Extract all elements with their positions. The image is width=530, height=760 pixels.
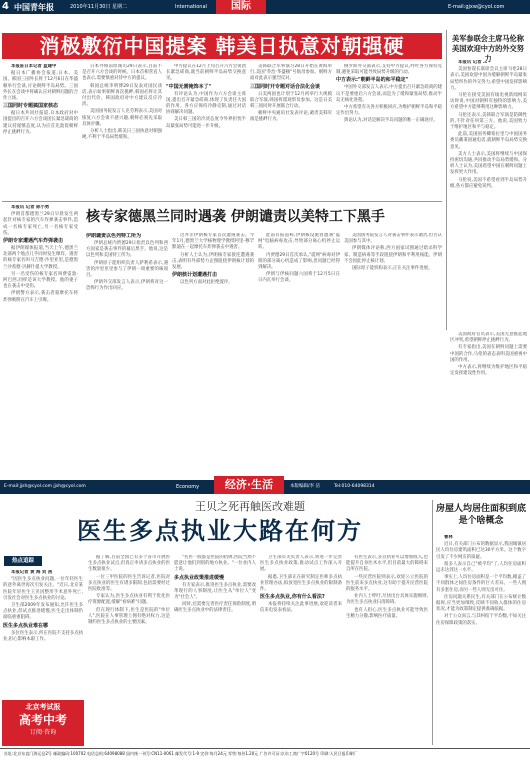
feature-tag <box>4 556 42 566</box>
iran-story-col-4: 此前有报道称,伊朗核设施曾遭遇"震网"电脑病毒攻击,导致部分离心机停止运转。 内贾德29日首次承认,"震网"病毒对伊朗的部分离心机造成了影响,但问题已经得到解决。 伊朗与伊核问题六国将于12月5日在日内瓦举行会谈。 <box>258 233 340 284</box>
iran-story-col-3: 这并非伊朗核专家首次遭遇袭击。今年1月,德黑兰大学核物理学教授阿里-穆罕默迪在一起摩托车炸弹袭击中遇害。 分析人士认为,伊朗核专家接连遭遇袭击,表明有外部势力企图阻挠伊朗核计划的发展。 伊朗核计划遭遇打击 以色列方面对此拒绝置评。 <box>172 233 254 286</box>
section-tag <box>216 0 266 14</box>
ad-brand: 北京考试报 <box>25 703 61 711</box>
iran-story-sub2: 伊朗谴责以色列特工所为 <box>86 233 142 239</box>
page-number: 4 <box>2 1 9 12</box>
side-story-body-2: 美国政府官员表示,美国无意挑起地区冲突,希望朝鲜停止挑衅行为。 有专家指出,美国在朝鲜问题上需要中国的合作,马伦的表态表明美国重视中国的作用。 中方表示,将继续为维护地区和平稳定发挥建设性作用。 <box>450 332 527 377</box>
side-econ-byline: 曹林 <box>444 535 453 540</box>
top-story-sub2: "中国无需掩饰本了" <box>166 83 212 90</box>
econ-editor: 本版编辑/李 洁 <box>290 484 320 489</box>
econ-left-email: E-mail:jjsh@cyol.com jjsh@cyol.com <box>4 484 86 489</box>
doctor-story-headline: 医生多点执业大路在何方 <box>77 517 363 545</box>
ad-title: 高考中考 <box>18 713 67 727</box>
section-label-en: International <box>175 4 207 10</box>
iran-story-col-2: 伊朗谴责以色列特工所为 伊朗总统内贾德29日指责以色列和西方国家是袭击事件的幕后黑手。他说,这是以色列和美国特工所为。 伊朗原子能组织负责人萨利希表示,遇害的沙里亚里参与了伊朗一项重要的核项目。 伊朗外交部发言人表示,伊朗将对这一恐怖行为作出回应。 <box>86 233 168 292</box>
top-story-sub3: 三国同时开专题对话合法化会谈 <box>250 83 321 90</box>
footer-rule <box>0 748 530 749</box>
top-story-headline: 消极敷衍中国提案 韩美日执意对朝强硬 <box>39 34 405 58</box>
econ-section-tag-label: 经济·生活 <box>224 478 274 491</box>
top-story-col-5: 俄罗斯外交部表示,支持中方提议,呼吁各方保持克制,避免采取可能导致局势升级的行动。 中方表示:"朝鲜半岛的和平稳定" 中国外交部发言人表示,中方提出召开紧急磋商的建议不是要重启六方会谈,而是为了缓和紧张局势,推动半岛无核化进程。 中方希望有关各方积极回应,为维护朝鲜半岛和平稳定作出努力。 舆论认为,对话是解决半岛问题的唯一正确途径。 <box>336 64 442 124</box>
top-story-col-3: 中方提议在12月上旬召开六方会谈团长紧急磋商,就当前朝鲜半岛局势交换意见。 "中国无需掩饰本了" 有评论认为,中国作为六方会谈主席国,提出召开紧急磋商,体现了负责任大国的作用。各方应保持冷静克制,通过对话协商解决问题。 美日韩三国的冷淡态度令外界担忧半岛紧张局势可能进一步升级。 <box>166 64 246 129</box>
iran-story-col-1: 本报讯 记者 陈小勇 伊朗首都德黑兰29日早晨发生两起针对核专家的汽车炸弹袭击事件,造成一名核专家死亡,另一名核专家受伤。 伊朗专家遭遇汽车炸弹袭击 据伊朗媒体报道,当天上午,德黑兰北部两个地点几乎同时发生爆炸。遇害的核专家名叫马吉德·沙里亚里,是德黑兰沙希德·贝赫什提大学教授。 另一名受伤的核专家名叫费雷敦·阿巴西,同样是该大学教授。他的妻子也在袭击中受伤。 伊朗警方表示,袭击者骑摩托车将炸弹吸附在汽车上引爆。 <box>3 205 78 303</box>
section-tag-label: 国际 <box>231 1 251 12</box>
doctor-story-col-2: 据了解,目前全国已有多个省市开展医生多点执业试点,但真正申请多点执业的医生数量很少。 一位三甲医院的医生告诉记者,医院对多点执业的医生有诸多限制,包括需要经过医院批准等。 专家认为,医生多点执业有利于优化医疗资源配置,缓解"看病难"问题。 但在现行体制下,医生是医院的"单位人",医院在人事管理上拥有绝对权力,这是制约医生多点执业的主要因素。 <box>88 555 170 626</box>
iran-story-sub1: 伊朗专家遭遇汽车炸弹袭击 <box>3 238 64 245</box>
iran-story-top-rule <box>2 201 442 202</box>
econ-section-tag <box>214 476 284 494</box>
top-story-byline: 本报驻日本记者 蓝建中 <box>11 64 57 69</box>
header-email: E-mail:gjxw@cyol.com <box>448 4 505 10</box>
feature-tag-label: 热点追踪 <box>11 558 34 564</box>
ad-block[interactable] <box>2 700 84 746</box>
top-story-sub4: 中方表示:"朝鲜半岛的和平稳定" <box>336 77 409 84</box>
doctor-story-col-1: 本报记者 黄 海 刘 茜 "因医生多点执业问题,一位年轻医生的意外离世再次引发关注。"近日,北京某医院年轻医生王贝因整形手术意外死亡,引发社会对医生多点执业的讨论。 卫生部2009年发布通知,允许医生多点执业,但试点推进缓慢,医生走出体制仍面临重重阻碍。 医生多点执业难在哪 多位医生表示,所在医院不支持多点执业,担心影响本职工作。 <box>3 570 83 642</box>
side-story-rule <box>446 30 447 330</box>
top-story-col-4: 美韩联合军事演习28日开始在黄海举行,美国"乔治·华盛顿"号航母参加。朝鲜方面对此表示强烈反对。 三国同时开专题对话合法化会谈 日美两国也计划于12月初举行大规模联合军演,韩国将派观察员参加。这是日美韩三国同时开展联合行动。 朝鲜中央通讯社发表评论,谴责美韩军演是挑衅行为。 <box>250 64 332 123</box>
ad-subtitle: 订阅·咨询 <box>30 729 56 736</box>
iran-story-col-5: 美国国务院发言人对袭击事件表示谴责,但否认美国参与其中。 伊朗媒体评论称,西方国家试图通过暗杀科学家、制造病毒等手段阻挠伊朗和平利用核能。伊朗不会因此停止核计划。 国际原子能机构表示,正在关注事件进展。 <box>344 233 442 272</box>
top-story-col-2: 日本外相前原诚司29日表示,目前不是召开六方会谈的时候。日本首相菅直人也表示,需要慎重对待中方的提议。 韩国总统李明博29日发表对国民谈话,表示如果朝鲜再次挑衅,韩国必将让其付出代价。韩国政府对中方建议反应冷淡。 美国国务院发言人克劳利表示,美国对恢复六方会谈不感兴趣,朝鲜必须先采取具体步骤。 分析人士指出,韩美日三国执意对朝强硬,不利于半岛局势缓和。 <box>82 64 162 141</box>
econ-section-label-en: Economy <box>176 484 200 490</box>
doctor-story-sub2: 多点执业政策推进缓慢 <box>174 574 225 581</box>
iran-story-sub3: 伊朗核计划遭遇打击 <box>172 272 218 279</box>
doctor-story-sub1: 医生多点执业难在哪 <box>3 622 49 629</box>
top-story-headline-bar <box>2 33 442 59</box>
masthead-logo: 中国青年报 <box>14 2 54 12</box>
top-story-sub1: 三国同时专题搞国家核态 <box>3 103 59 110</box>
issue-date: 2010年11月30日 星期二 <box>70 4 128 10</box>
side-story-headline: 美军参联会主席马伦称美国欢迎中方的外交努力 <box>452 34 524 63</box>
doctor-story-col-5: 有医生表示,多点执业可以增加收入,也能提升自身医术水平,但目前最大的障碍来自所在医院。 一些民营医院则表示,欢迎公立医院的医生前来多点执业,这有助于提升民营医院的服务水平。 业内人士呼吁,尽快出台具体实施细则,为医生多点执业扫清障碍。 也有人担心,医生多点执业可能导致医生精力分散,影响医疗质量。 <box>346 555 428 619</box>
econ-tel: Tel:010-64098314 <box>334 484 375 489</box>
doctor-story-kicker: 王贝之死再触医改难题 <box>195 500 305 513</box>
side-story-byline: 本报讯 记者 … <box>458 60 488 65</box>
side-story-body: 本报讯 记者 … 美国参谋长联席会议主席马伦28日表示,美国欢迎中国为缓解朝鲜半岛紧张局势所作的外交努力,希望中国发挥影响力。 马伦在接受美国有线电视新闻网采访时说,中国对朝鲜有独特的影响力,美方希望中方能够利用这种影响力。 马伦还表示,美韩联合军演是防御性的,不针对任何第三方。他说,美国致力于维护地区和平与稳定。 此前,美国国务卿希拉里与中国国务委员戴秉国通电话,就朝鲜半岛局势交换意见。 美方人士表示,美国将继续与中国保持密切沟通,共同推动半岛局势缓和。分析人士认为,美国希望中国在朝鲜问题上发挥更大作用。 马伦说,美国不希望看到半岛局势升级,各方都应避免误判。 <box>450 60 527 189</box>
doctor-story-col-4: 卫生部有关负责人表示,将进一步完善医生多点执业政策,推动试点工作深入开展。 据悉,卫生部正在研究制定医师多点执业管理办法,拟放宽医生多点执业的限制条件。 医生多点执业,你有什么看法? 本报将持续关注此事进展,欢迎读者来信来电发表看法。 <box>260 555 342 614</box>
side-econ-headline: 房屋人均居住面积到底是个啥概念 <box>436 504 527 526</box>
doctor-story-col-3: "名医一般都是医院的招牌,医院当然不愿意让他们到别的地方执业。"一位业内人士说。 多点执业政策推进缓慢 有专家表示,推进医生多点执业,需要改革现行的人事制度,让医生从"单位人"变为"社会人"。 同时,还需要完善医疗责任保险制度,明确医生多点执业中的法律责任。 <box>174 555 256 614</box>
footer-info: 社址:北京东直门海运仓2号 邮政编码:100702 电话总机:64098088 国内统一刊号:CN11-0061 邮发代号:1-9 定价:每月24元 零售:每份1.20元 广告许可证:京东工商广字0120号 印刷:人民日报印刷厂 <box>4 751 358 756</box>
side-econ-body: 曹林 近日,有关部门公布的数据显示,我国城镇居民人均住房建筑面积已达30平方米。这个数字引发了不少网友的质疑。 很多人表示自己"被平均"了,人均住房面积远未达到这一水平。 事实上,人均住房面积是一个平均数,掩盖了不同群体之间住房条件的巨大差异。一些人拥有多套住房,而另一些人则无房可住。 住房问题关系民生,有关部门在公布统计数据时,应当更加细致,反映不同收入群体的住房状况,才能为政策制定提供准确依据。 对于公众而言,与其纠结于平均数,不如关注住房保障政策的落实。 <box>436 535 526 626</box>
iran-story-byline: 本报讯 记者 陈小勇 <box>11 205 50 210</box>
doctor-story-byline: 本报记者 黄 海 刘 茜 <box>11 570 53 575</box>
doctor-story-sub3: 医生多点执业,你有什么看法? <box>260 594 325 601</box>
iran-story-headline: 核专家德黑兰同时遇袭 伊朗谴责以美特工下黑手 <box>86 209 385 225</box>
side-econ-rule <box>432 500 433 745</box>
top-story-col-1: 本报驻日本记者 蓝建中 据日本广播协会报道,日本、美国、韩国三国外长将于12月6日在华盛顿举行会谈,讨论朝鲜半岛局势。三国外长在会谈中将确认应对朝鲜问题的合作立场。 三国同时专题搞国家核态 据日本共同社报道,日本政府对中国提出的召开六方会谈团长紧急磋商的建议持谨慎态度,认为应首先敦促朝鲜停止挑衅行为。 <box>3 64 78 135</box>
